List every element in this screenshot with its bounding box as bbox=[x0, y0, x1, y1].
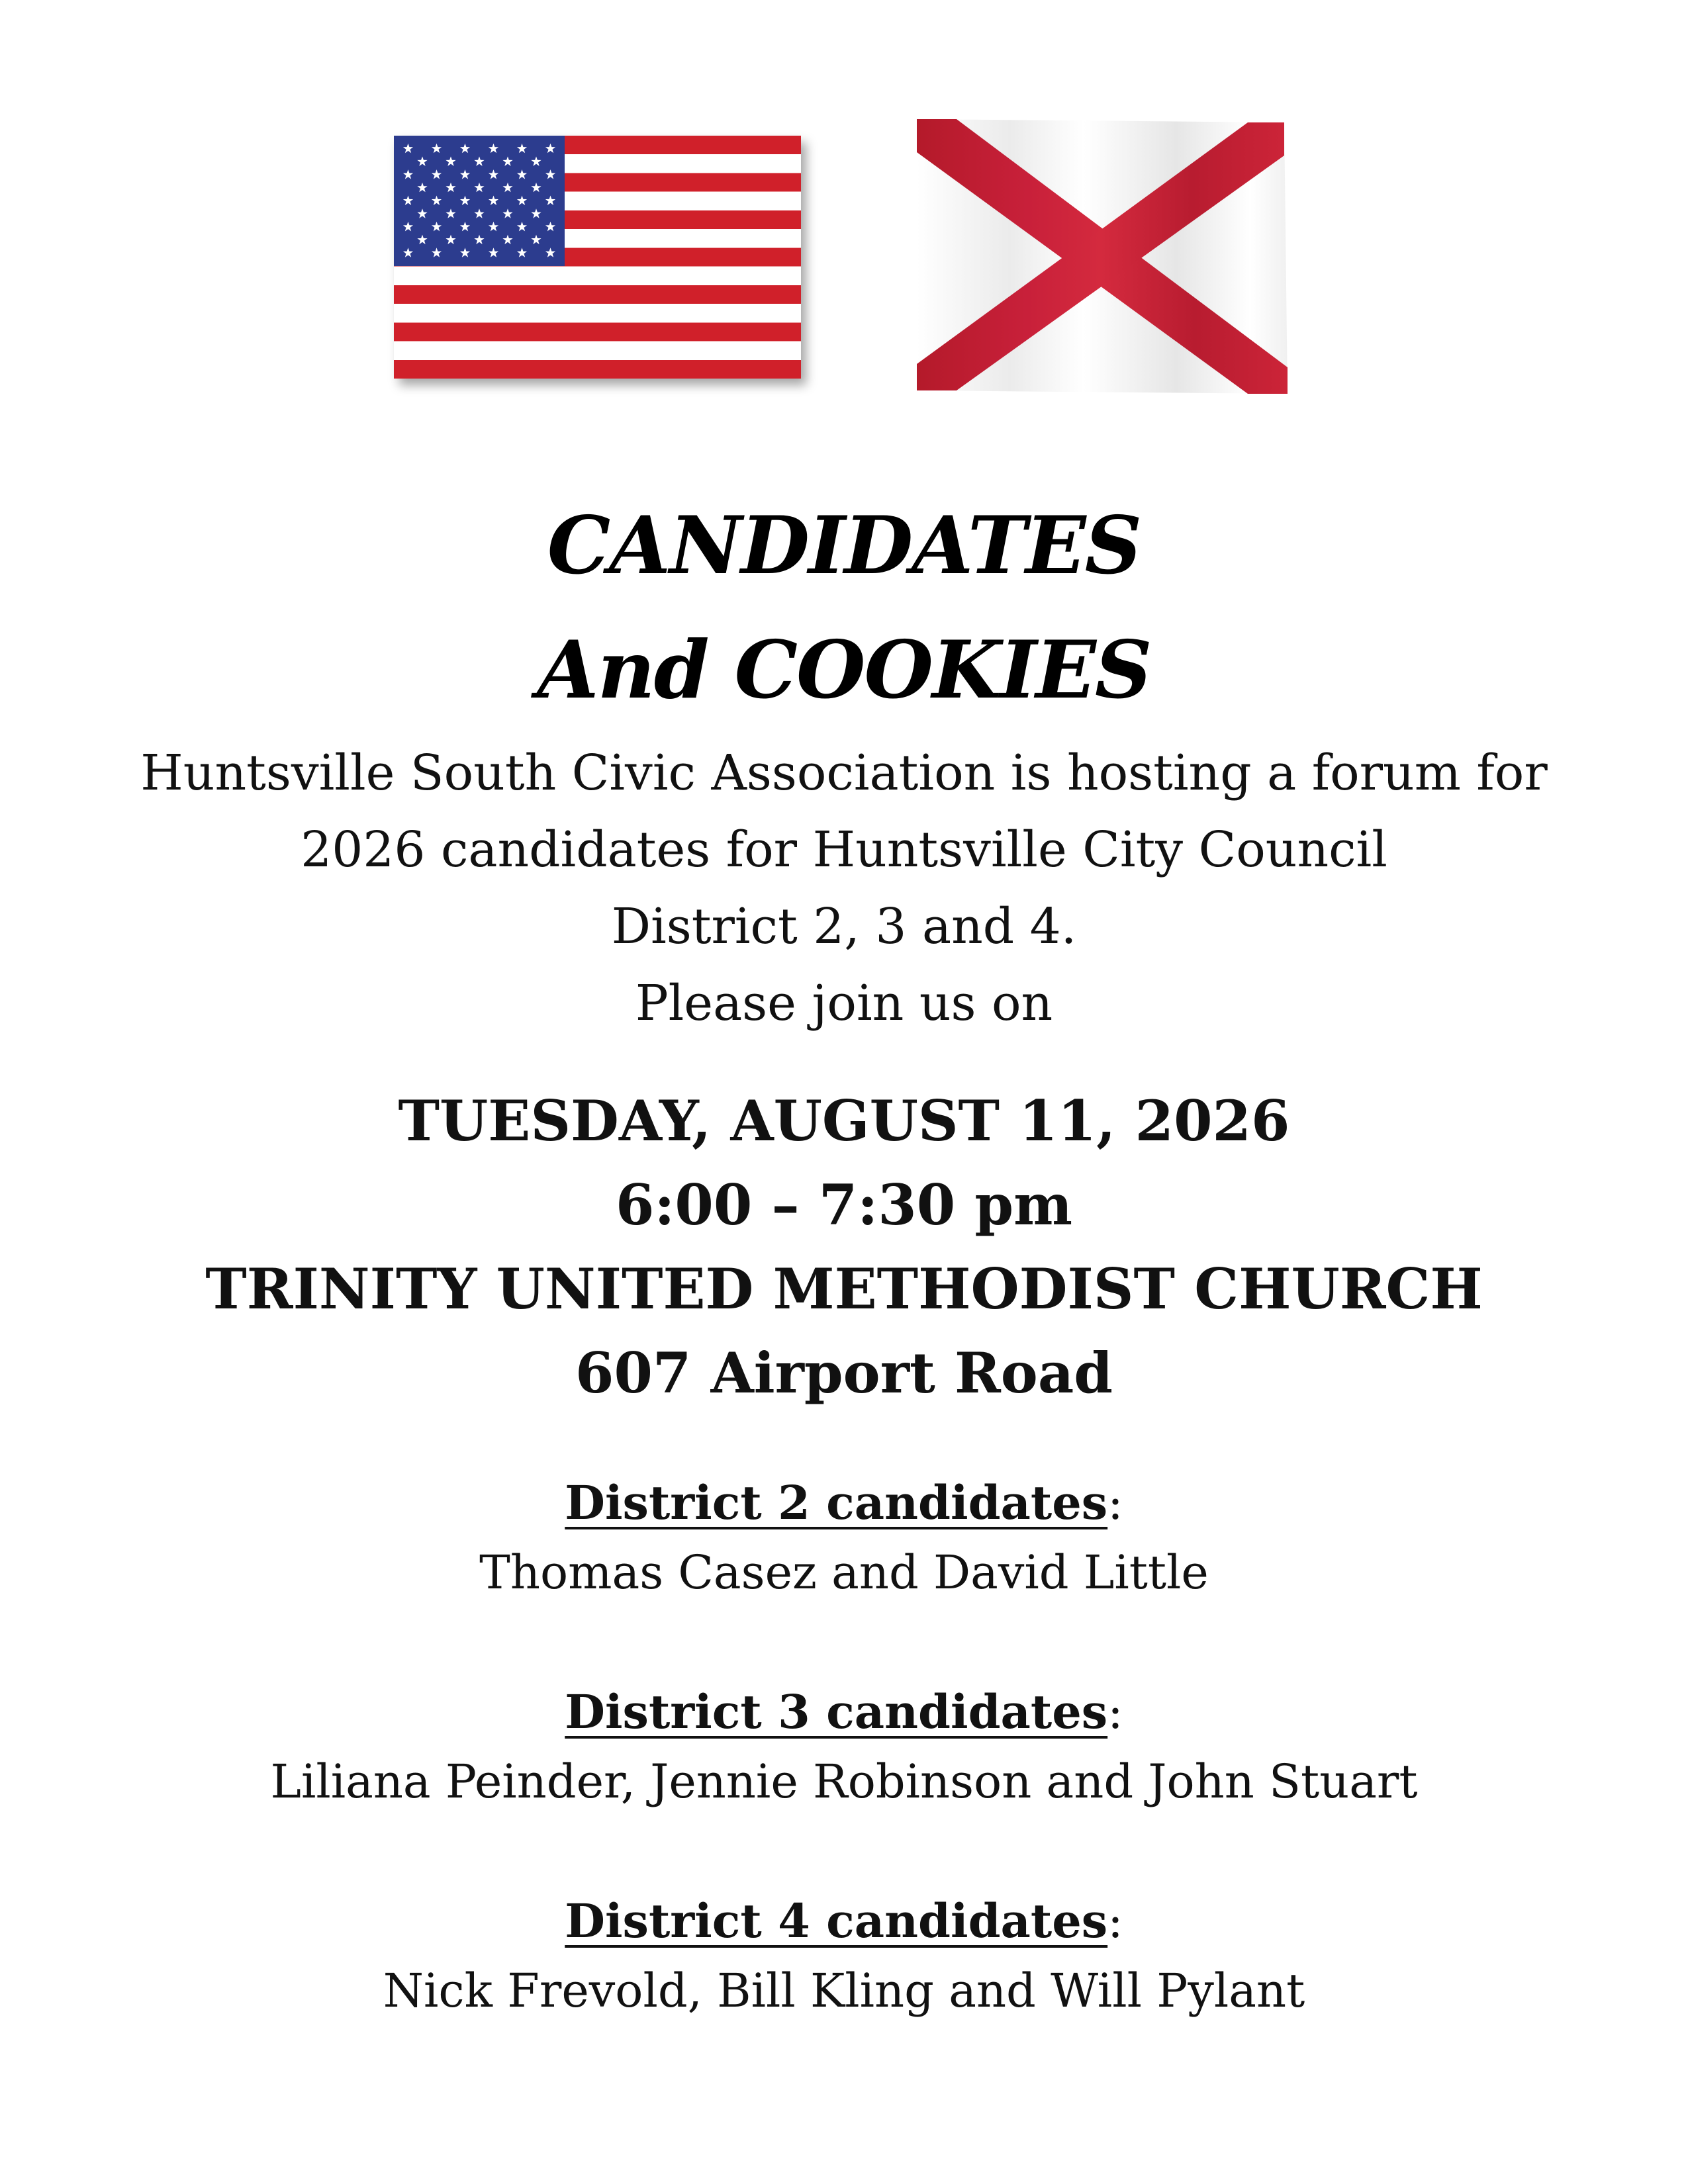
us-flag-icon bbox=[394, 136, 801, 379]
district-4-candidates: Nick Frevold, Bill Kling and Will Pylant bbox=[383, 1964, 1305, 2018]
intro-line-1: Huntsville South Civic Association is hosting a forum for bbox=[140, 745, 1548, 801]
district-3-heading-line bbox=[0, 1677, 1688, 1747]
district-3-heading: District 3 candidates bbox=[565, 1684, 1108, 1739]
district-2-heading: District 2 candidates bbox=[565, 1475, 1108, 1530]
district-4-heading: District 4 candidates bbox=[565, 1893, 1108, 1948]
intro-line-3: District 2, 3 and 4. bbox=[611, 898, 1077, 955]
event-address: 607 Airport Road bbox=[575, 1340, 1113, 1406]
title-line-2: And COOKIES bbox=[537, 623, 1151, 717]
intro-line-2: 2026 candidates for Huntsville City Council bbox=[301, 821, 1387, 878]
district-3-candidates: Liliana Peinder, Jennie Robinson and John Stuart bbox=[270, 1754, 1418, 1809]
alabama-flag-icon bbox=[917, 119, 1288, 394]
event-details bbox=[0, 1079, 1688, 1415]
event-venue: TRINITY UNITED METHODIST CHURCH bbox=[205, 1256, 1483, 1322]
district-2-candidates: Thomas Casez and David Little bbox=[479, 1545, 1209, 1600]
event-date: TUESDAY, AUGUST 11, 2026 bbox=[398, 1088, 1290, 1154]
district-4-colon: : bbox=[1107, 1894, 1123, 1948]
title-line-1: CANDIDATES bbox=[547, 499, 1141, 592]
intro-line-4: Please join us on bbox=[635, 975, 1053, 1032]
us-flag-canton bbox=[394, 136, 565, 266]
intro-paragraph bbox=[0, 735, 1688, 1042]
district-2-heading-line bbox=[0, 1468, 1688, 1538]
district-3-colon: : bbox=[1107, 1685, 1123, 1739]
district-4-section bbox=[0, 1886, 1688, 2026]
flags-banner bbox=[0, 113, 1688, 404]
district-4-heading-line bbox=[0, 1886, 1688, 1956]
event-time: 6:00 – 7:30 pm bbox=[615, 1172, 1073, 1238]
district-2-section bbox=[0, 1468, 1688, 1608]
district-3-section bbox=[0, 1677, 1688, 1817]
district-2-colon: : bbox=[1107, 1476, 1123, 1530]
